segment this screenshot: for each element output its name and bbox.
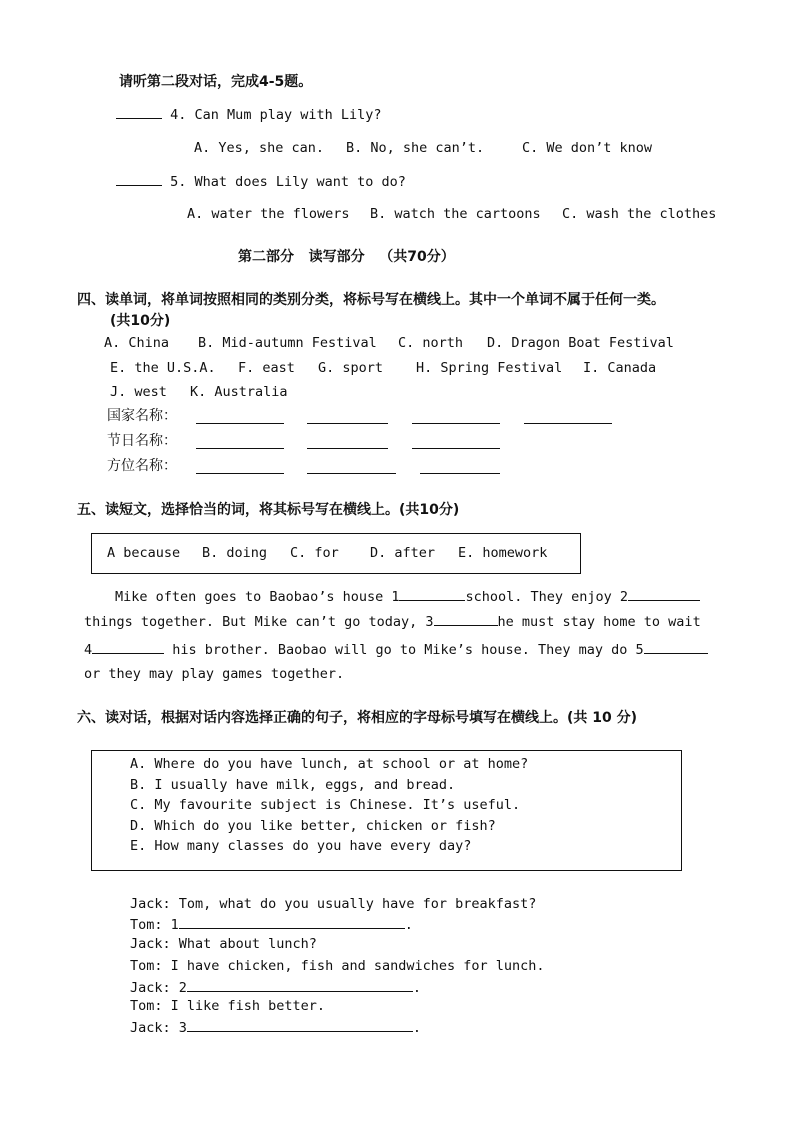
passage-line-3 <box>84 640 708 659</box>
dialogue-line-1: Jack: Tom, what do you usually have for breakfast? <box>130 896 537 912</box>
section6-option-c: C. My favourite subject is Chinese. It’s useful. <box>130 797 521 813</box>
dialogue-line-5 <box>130 978 421 997</box>
direction-blank-3[interactable] <box>420 460 500 474</box>
word-c: C. north <box>398 335 464 351</box>
word-d: D. Dragon Boat Festival <box>487 335 674 351</box>
passage-blank-4[interactable] <box>92 640 164 654</box>
word-j: J. west <box>110 384 167 400</box>
section4-title: 四、读单词，将单词按照相同的类别分类，将标号写在横线上。其中一个单词不属于任何一类。 <box>77 292 665 308</box>
section6-title: 六、读对话，根据对话内容选择正确的句子，将相应的字母标号填写在横线上。(共 10 分) <box>77 710 638 726</box>
country-blank-3[interactable] <box>412 410 500 424</box>
word-a: A. China <box>104 335 170 351</box>
section6-option-d: D. Which do you like better, chicken or fish? <box>130 818 496 834</box>
word-b: B. Mid-autumn Festival <box>198 335 377 351</box>
question-5-number: 5. <box>170 174 187 190</box>
section6-option-e: E. How many classes do you have every day? <box>130 838 472 854</box>
dialogue-blank-3[interactable] <box>187 1018 413 1032</box>
passage-text: 4 <box>84 642 93 658</box>
word-e: E. the U.S.A. <box>110 360 216 376</box>
category-countries: 国家名称： <box>107 408 177 424</box>
section5-option-c: C. for <box>290 545 339 561</box>
question-5 <box>116 172 406 191</box>
direction-blank-1[interactable] <box>196 460 284 474</box>
question-5-option-b: B. watch the cartoons <box>370 206 541 222</box>
answer-blank-5[interactable] <box>116 172 162 186</box>
word-h: H. Spring Festival <box>416 360 563 376</box>
festival-blank-2[interactable] <box>307 435 388 449</box>
passage-blank-3[interactable] <box>434 612 498 626</box>
section5-option-a: A because <box>107 545 181 561</box>
passage-line-2 <box>84 612 701 631</box>
section6-option-a: A. Where do you have lunch, at school or at home? <box>130 756 529 772</box>
question-4-option-a: A. Yes, she can. <box>194 140 325 156</box>
question-4-option-b: B. No, she can’t. <box>346 140 485 156</box>
passage-line-1 <box>115 587 700 606</box>
section5-option-b: B. doing <box>202 545 268 561</box>
festival-blank-1[interactable] <box>196 435 284 449</box>
passage-blank-5[interactable] <box>644 640 708 654</box>
dialogue-period: . <box>404 917 413 933</box>
word-i: I. Canada <box>583 360 657 376</box>
question-4-number: 4. <box>170 107 187 123</box>
dialogue-period: . <box>412 980 422 996</box>
dialogue-text: Jack: 2 <box>130 980 187 996</box>
section5-option-e: E. homework <box>458 545 548 561</box>
passage-text: Mike often goes to Baobao’s house 1 <box>115 589 400 605</box>
dialogue-text: Jack: 3 <box>130 1020 187 1036</box>
dialogue-line-6: Tom: I like fish better. <box>130 998 326 1014</box>
question-4-option-c: C. We don’t know <box>522 140 653 156</box>
listening-intro: 请听第二段对话，完成4-5题。 <box>119 74 313 90</box>
dialogue-text: Tom: 1 <box>130 917 179 933</box>
passage-text: his brother. Baobao will go to Mike’s house. They may do 5 <box>164 642 644 658</box>
dialogue-line-3: Jack: What about lunch? <box>130 936 317 952</box>
dialogue-line-4: Tom: I have chicken, fish and sandwiches for lunch. <box>130 958 545 974</box>
part2-title: 第二部分 读写部分 （共70分） <box>238 249 455 265</box>
dialogue-blank-2[interactable] <box>187 978 413 992</box>
category-directions: 方位名称： <box>107 458 177 474</box>
direction-blank-2[interactable] <box>307 460 396 474</box>
question-5-option-c: C. wash the clothes <box>562 206 717 222</box>
country-blank-2[interactable] <box>307 410 388 424</box>
category-festivals: 节日名称： <box>107 433 177 449</box>
section4-score: (共10分) <box>110 313 171 329</box>
dialogue-line-7 <box>130 1018 421 1037</box>
answer-blank-4[interactable] <box>116 105 162 119</box>
country-blank-1[interactable] <box>196 410 284 424</box>
section5-title: 五、读短文，选择恰当的词，将其标号写在横线上。(共10分) <box>77 502 460 518</box>
question-4-text: Can Mum play with Lily? <box>194 107 382 123</box>
question-5-text: What does Lily want to do? <box>194 174 406 190</box>
passage-line-4: or they may play games together. <box>84 666 345 682</box>
word-k: K. Australia <box>190 384 288 400</box>
dialogue-blank-1[interactable] <box>179 915 405 929</box>
word-g: G. sport <box>318 360 384 376</box>
passage-text: things together. But Mike can’t go today, 3 <box>84 614 434 630</box>
word-f: F. east <box>238 360 295 376</box>
country-blank-4[interactable] <box>524 410 612 424</box>
passage-blank-2[interactable] <box>628 587 700 601</box>
passage-text: school. They enjoy 2 <box>465 589 629 605</box>
section6-option-b: B. I usually have milk, eggs, and bread. <box>130 777 456 793</box>
question-4 <box>116 105 381 124</box>
passage-blank-1[interactable] <box>399 587 465 601</box>
question-5-option-a: A. water the flowers <box>187 206 350 222</box>
dialogue-line-2 <box>130 915 413 934</box>
dialogue-period: . <box>412 1020 422 1036</box>
passage-text: he must stay home to wait <box>497 614 701 630</box>
section5-option-d: D. after <box>370 545 436 561</box>
festival-blank-3[interactable] <box>412 435 500 449</box>
